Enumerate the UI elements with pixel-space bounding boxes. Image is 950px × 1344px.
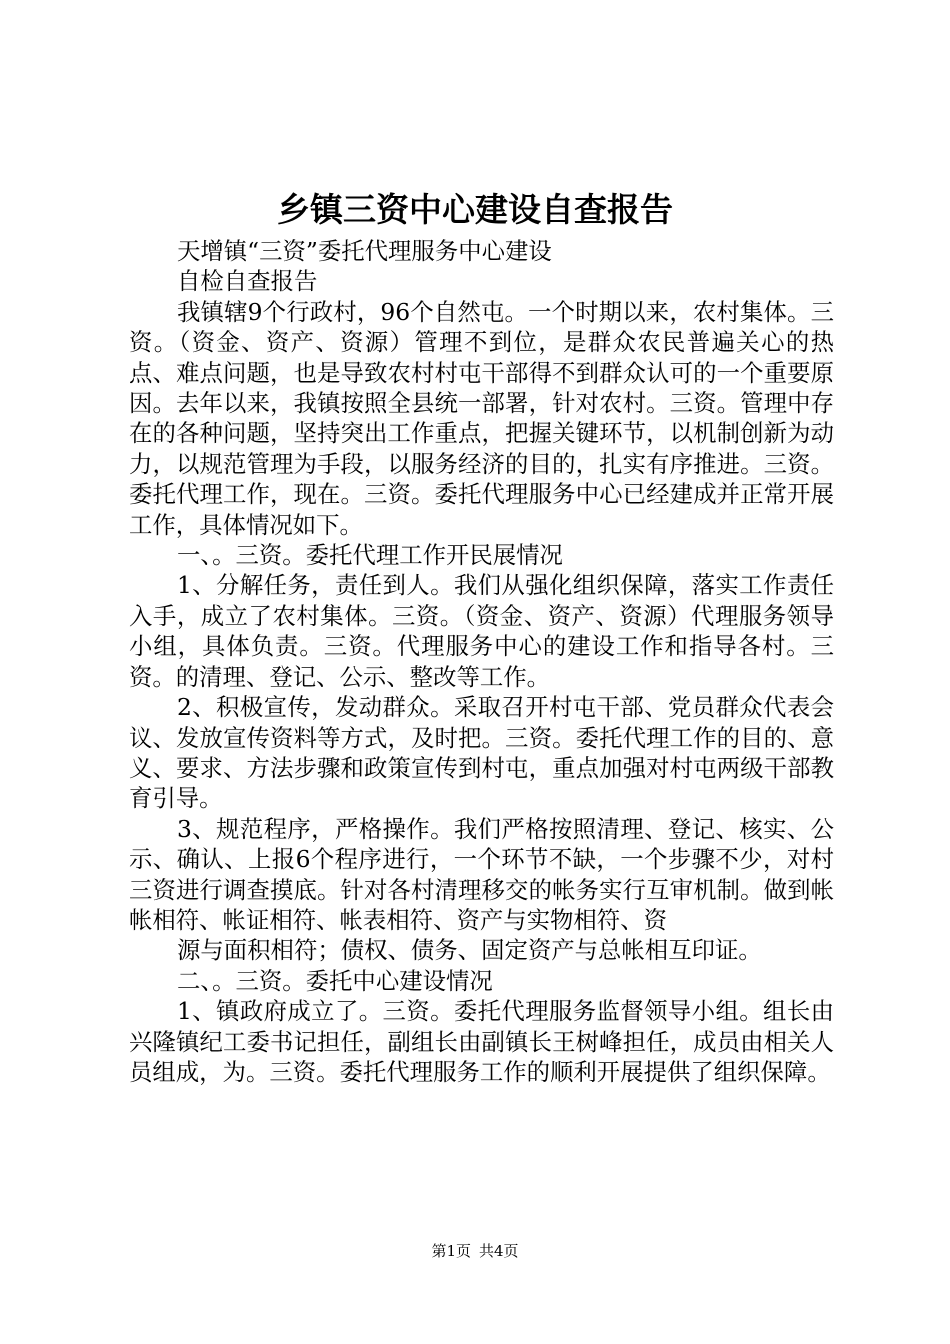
- document-title: 乡镇三资中心建设自查报告: [277, 190, 673, 229]
- page-footer: [0, 1240, 950, 1262]
- page-number: 第1页: [431, 1242, 471, 1260]
- section-heading-2: 二、。三资。委托中心建设情况: [177, 966, 493, 995]
- intro-paragraph: 我镇辖9个行政村，96个自然屯。一个时期以来，农村集体。三资。（资金、资产、资源）管理不到位，是群众农民普遍关心的热点、难点问题，也是导致农村村屯干部得不到群众认可的一个重要原因。去年以来，我镇按照全县统一部署，针对农村。三资。管理中存在的各种问题，坚持突出工作重点，把握关键环节，以机制创新为动力，以规范管理为手段，以服务经济的目的，扎实有序推进。三资。委托代理工作，现在。三资。委托代理服务中心已经建成并正常开展工作，具体情况如下。: [129, 297, 834, 539]
- paragraph-continuation: 源与面积相符；债权、债务、固定资产与总帐相互印证。: [177, 936, 762, 965]
- paragraph-item-1: 1、分解任务，责任到人。我们从强化组织保障，落实工作责任入手，成立了农村集体。三资。（资金、资产、资源）代理服务领导小组，具体负责。三资。代理服务中心的建设工作和指导各村。三资。的清理、登记、公示、整改等工作。: [129, 571, 834, 691]
- paragraph-item-3: 3、规范程序，严格操作。我们严格按照清理、登记、核实、公示、确认、上报6个程序进行，一个环节不缺，一个步骤不少，对村三资进行调查摸底。针对各村清理移交的帐务实行互审机制。做到帐帐相符、帐证相符、帐表相符、资产与实物相符、资: [129, 814, 834, 934]
- paragraph-item-4: 1、镇政府成立了。三资。委托代理服务监督领导小组。组长由兴隆镇纪工委书记担任，副组长由副镇长王树峰担任，成员由相关人员组成，为。三资。委托代理服务工作的顺利开展提供了组织保障。: [129, 997, 834, 1086]
- section-heading-1: 一、。三资。委托代理工作开民展情况: [177, 541, 563, 570]
- document-body: [129, 236, 834, 1087]
- page-total: 共4页: [479, 1242, 519, 1260]
- subtitle-line-2: 自检自查报告: [177, 267, 318, 296]
- paragraph-item-2: 2、积极宣传，发动群众。采取召开村屯干部、党员群众代表会议、发放宣传资料等方式，及时把。三资。委托代理工作的目的、意义、要求、方法步骤和政策宣传到村屯，重点加强对村屯两级干部教育引导。: [129, 693, 834, 813]
- subtitle-line-1: 天增镇“三资”委托代理服务中心建设: [177, 237, 552, 265]
